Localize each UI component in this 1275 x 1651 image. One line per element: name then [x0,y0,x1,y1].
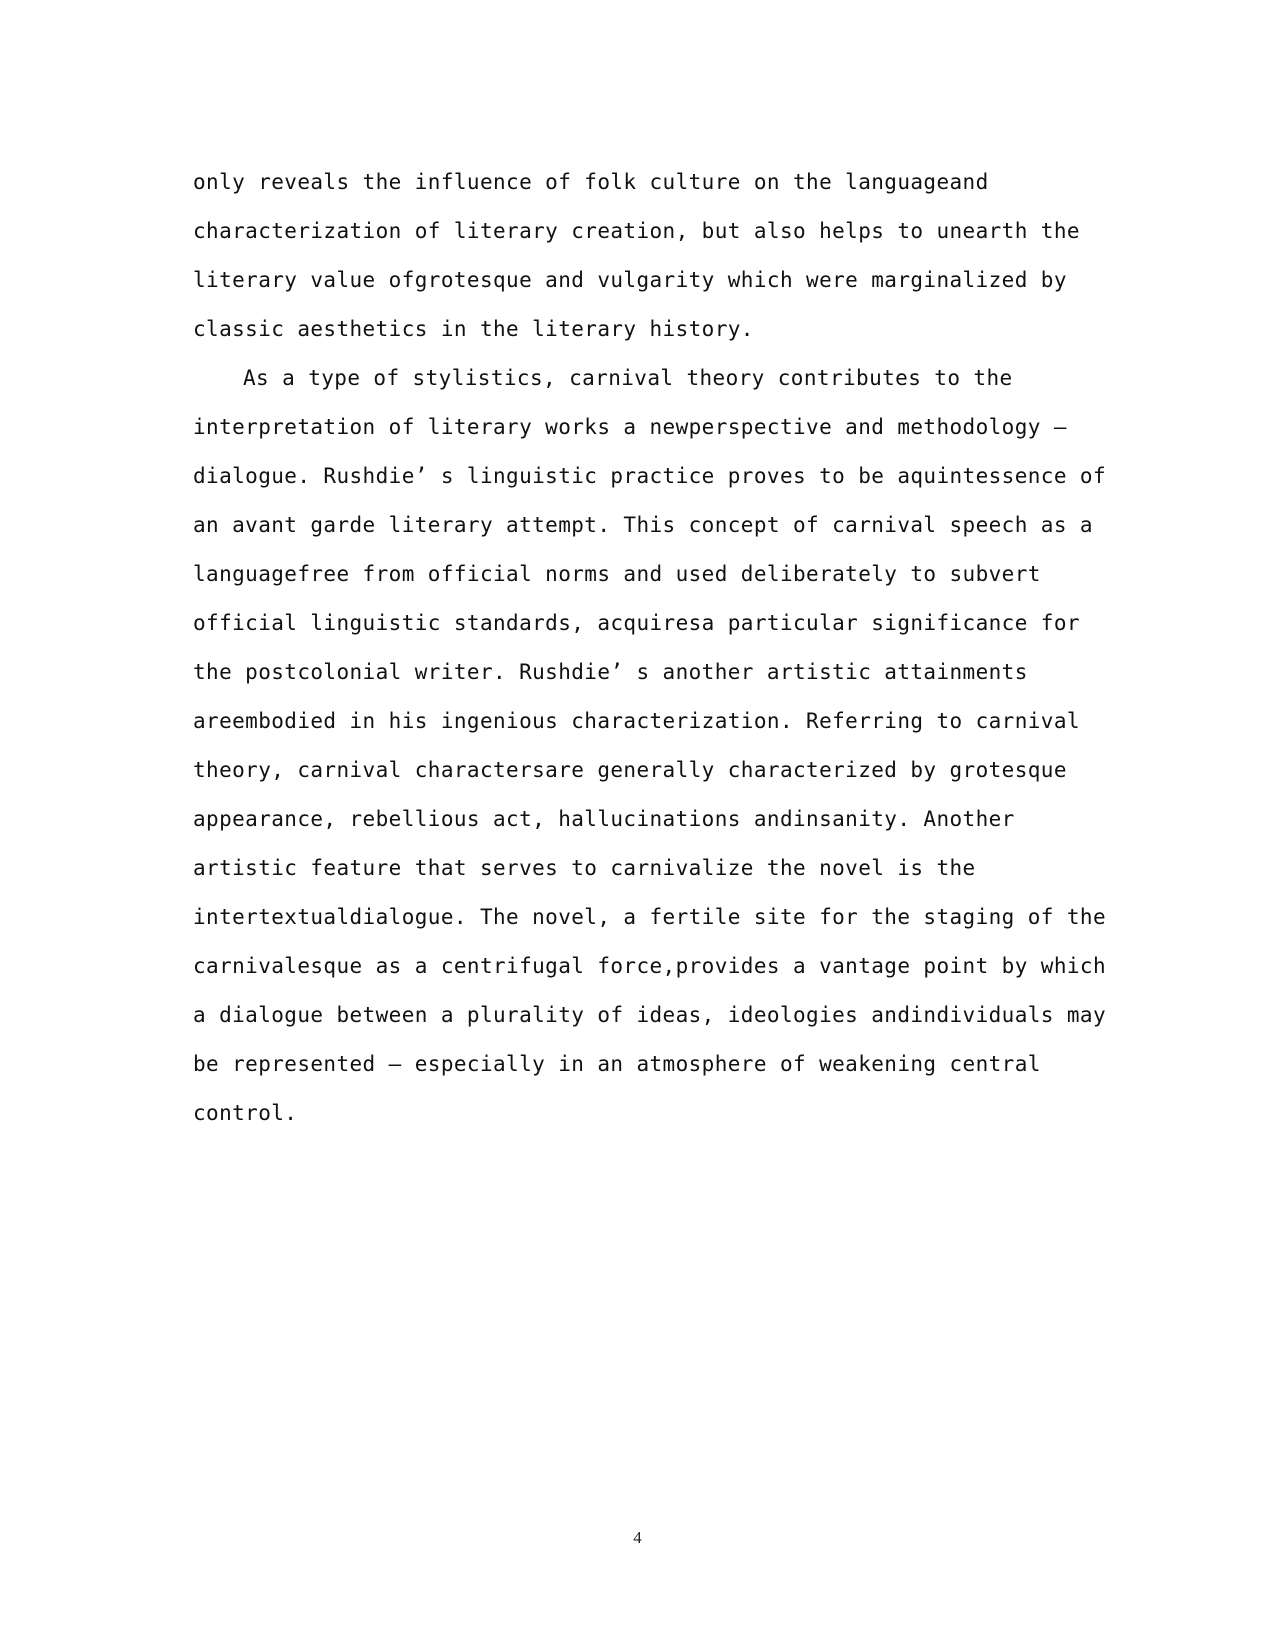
text-line: official linguistic standards, acquiresa particular significance for [193,611,1080,635]
text-line: characterization of literary creation, but also helps to unearth the [193,219,1080,243]
body-text [193,158,1107,1138]
text-line: an avant garde literary attempt. This concept of carnival speech as a [193,513,1093,537]
text-line: control. [193,1101,298,1125]
paragraph-continued [193,158,1093,354]
text-line: be represented – especially in an atmosphere of weakening central [193,1052,1041,1076]
text-line: areembodied in his ingenious characterization. Referring to carnival [193,709,1080,733]
text-line: literary value ofgrotesque and vulgarity which were marginalized by [193,268,1067,292]
text-line: only reveals the influence of folk culture on the languageand [193,170,989,194]
text-line: theory, carnival charactersare generally characterized by grotesque [193,758,1067,782]
text-line: a dialogue between a plurality of ideas, ideologies andindividuals may [193,1003,1107,1027]
text-line: carnivalesque as a centrifugal force,provides a vantage point by which [193,954,1107,978]
page-number: 4 [633,1528,642,1547]
text-line: dialogue. Rushdie’ s linguistic practice proves to be aquintessence of [193,464,1107,488]
paragraph-stylistics [193,354,1107,1138]
text-line: the postcolonial writer. Rushdie’ s another artistic attainments [193,660,1028,684]
text-line: interpretation of literary works a newperspective and methodology – [193,415,1067,439]
text-line: classic aesthetics in the literary history. [193,317,754,341]
text-line: appearance, rebellious act, hallucinations andinsanity. Another [193,807,1015,831]
text-line: intertextualdialogue. The novel, a fertile site for the staging of the [193,905,1107,929]
text-line-first-indented: As a type of stylistics, carnival theory contributes to the [243,366,1013,390]
text-line: artistic feature that serves to carnivalize the novel is the [193,856,976,880]
text-line: languagefree from official norms and used deliberately to subvert [193,562,1041,586]
